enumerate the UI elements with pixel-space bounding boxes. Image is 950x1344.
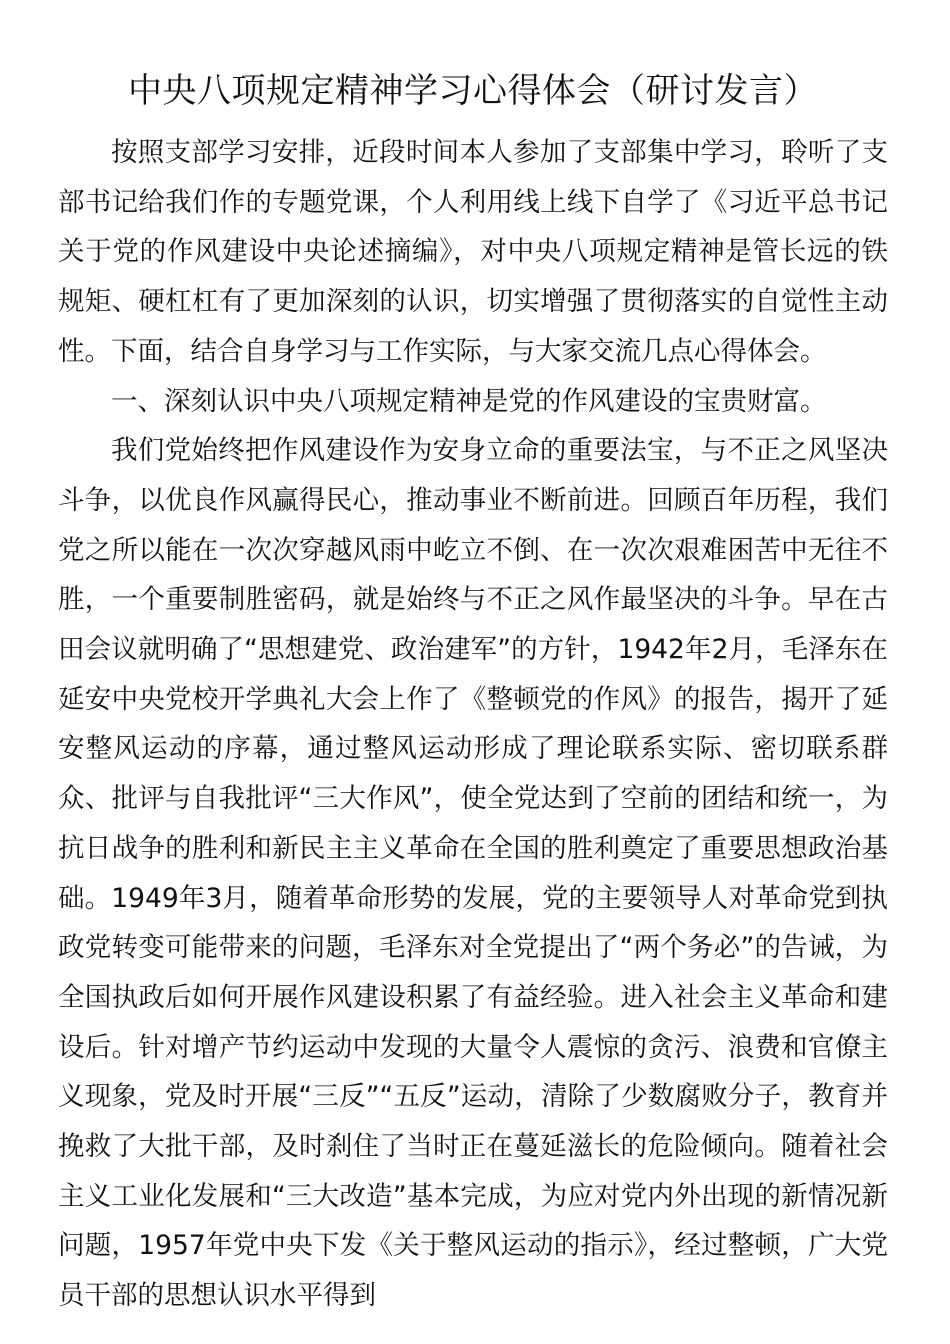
section-heading-1: 一、深刻认识中央八项规定精神是党的作风建设的宝贵财富。 [111,385,827,417]
intro-paragraph: 按照支部学习安排，近段时间本人参加了支部集中学习，聆听了支部书记给我们作的专题党课，个人利用线上线下自学了《习近平总书记关于党的作风建设中央论述摘编》，对中央八项规定精神是管长远的铁规矩、硬杠杠有了更加深刻的认识，切实增强了贯彻落实的自觉性主动性。下面，结合自身学习与工作实际，与大家交流几点心得体会。 [58,137,888,367]
body-paragraph: 我们党始终把作风建设作为安身立命的重要法宝，与不正之风坚决斗争，以优良作风赢得民心，推动事业不断前进。回顾百年历程，我们党之所以能在一次次穿越风雨中屹立不倒、在一次次艰难困苦中无往不胜，一个重要制胜密码，就是始终与不正之风作最坚决的斗争。早在古田会议就明确了“思想建党、政治建军”的方针，1942年2月，毛泽东在延安中央党校开学典礼大会上作了《整顿党的作风》的报告，揭开了延安整风运动的序幕，通过整风运动形成了理论联系实际、密切联系群众、批评与自我批评“三大作风”，使全党达到了空前的团结和统一，为抗日战争的胜利和新民主主义革命在全国的胜利奠定了重要思想政治基础。1949年3月，随着革命形势的发展，党的主要领导人对革命党到执政党转变可能带来的问题，毛泽东对全党提出了“两个务必”的告诫，为全国执政后如何开展作风建设积累了有益经验。进入社会主义革命和建设后。针对增产节约运动中发现的大量令人震惊的贪污、浪费和官僚主义现象，党及时开展“三反”“五反”运动，清除了少数腐败分子，教育并挽救了大批干部，及时刹住了当时正在蔓延滋长的危险倾向。随着社会主义工业化发展和“三大改造”基本完成，为应对党内外出现的新情况新问题，1957年党中央下发《关于整风运动的指示》，经过整顿，广大党员干部的思想认识水平得到 [58,435,888,1312]
document-title: 中央八项规定精神学习心得体会（研讨发言） [128,71,818,111]
